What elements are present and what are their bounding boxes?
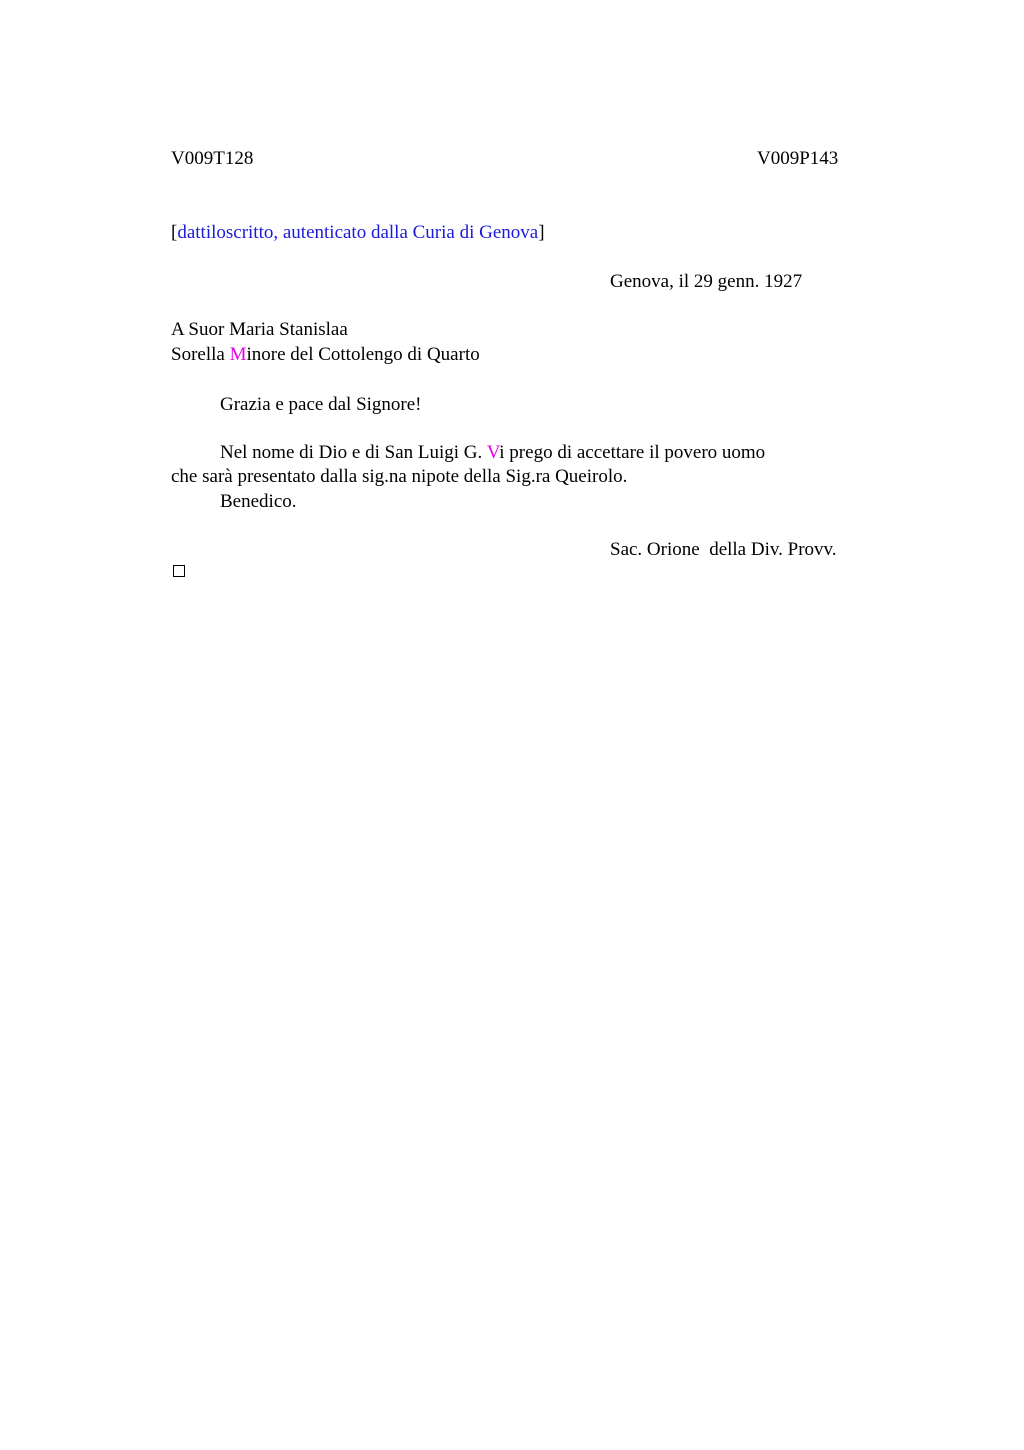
- recipient-line-2-prefix: Sorella: [171, 344, 230, 365]
- note-open-bracket: [: [171, 222, 178, 243]
- greeting: Grazia e pace dal Signore!: [220, 394, 422, 415]
- body-line-1: [220, 441, 765, 465]
- date-line: Genova, il 29 genn. 1927: [610, 271, 803, 292]
- recipient-line-1: A Suor Maria Stanislaa: [171, 319, 348, 340]
- note-text: dattiloscritto, autenticato dalla Curia di Genova: [177, 222, 539, 243]
- recipient-line-2-suffix: inore del Cottolengo di Quarto: [246, 344, 480, 365]
- empty-square-symbol: [173, 565, 185, 577]
- body-line-2: che sarà presentato dalla sig.na nipote della Sig.ra Queirolo.: [171, 466, 628, 487]
- body-highlight-letter: V: [486, 442, 500, 463]
- body-line-1-prefix: Nel nome di Dio e di San Luigi G.: [220, 442, 487, 463]
- signature: Sac. Orione della Div. Provv.: [610, 539, 837, 560]
- document-code-left: V009T128: [171, 148, 254, 169]
- recipient-highlight-letter: M: [229, 344, 247, 365]
- note-close-bracket: ]: [538, 222, 545, 243]
- document-code-right: V009P143: [757, 148, 839, 169]
- recipient-line-2: [171, 343, 480, 367]
- body-line-1-suffix: i prego di accettare il povero uomo: [499, 442, 766, 463]
- transcription-note: [171, 221, 545, 245]
- body-line-3: Benedico.: [220, 491, 297, 512]
